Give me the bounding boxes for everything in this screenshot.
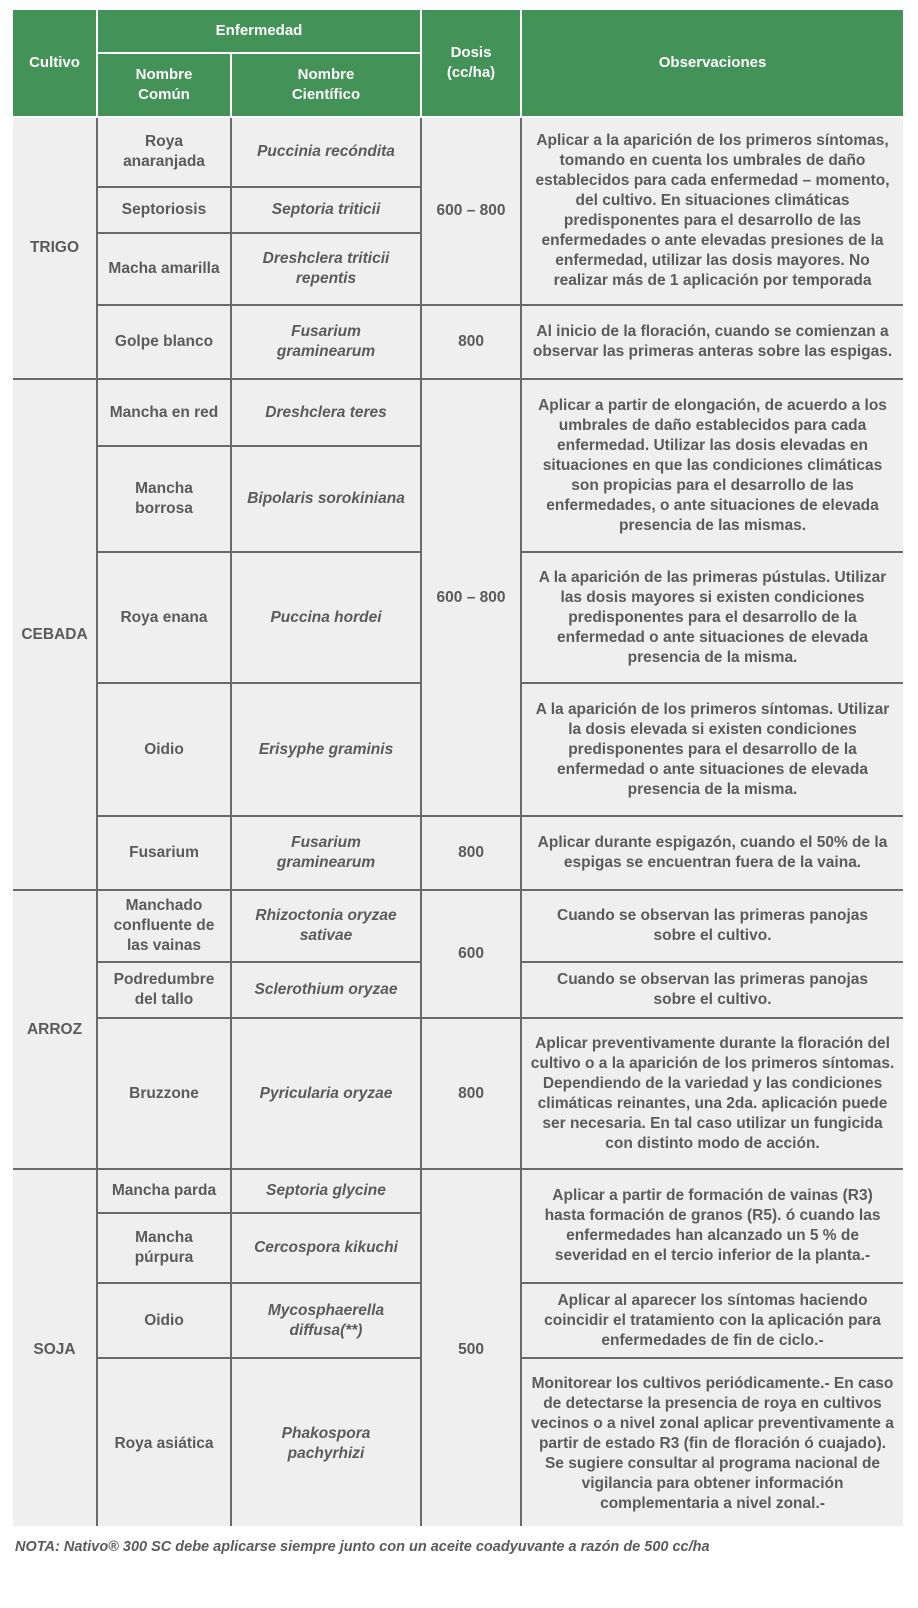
observation-cell: A la aparición de las primeras pústulas. Utilizar las dosis mayores si existen condiciones predisponentes para el desarrollo de la enfermedad o ante situaciones de elevada presencia de la misma. bbox=[521, 552, 903, 683]
scientific-name: Puccinia recóndita bbox=[231, 117, 421, 187]
common-name: Mancha en red bbox=[97, 379, 231, 446]
scientific-name: Rhizoctonia oryzae sativae bbox=[231, 890, 421, 962]
table-row bbox=[13, 816, 903, 890]
crop-soja: SOJA bbox=[13, 1169, 97, 1530]
footnote: NOTA: Nativo® 300 SC debe aplicarse siempre junto con un aceite coadyuvante a razón de 500 cc/ha bbox=[13, 1526, 905, 1568]
scientific-name: Septoria triticii bbox=[231, 187, 421, 233]
common-name: Oidio bbox=[97, 683, 231, 816]
common-name: Roya anaranjada bbox=[97, 117, 231, 187]
common-name: Roya enana bbox=[97, 552, 231, 683]
observation-cell: Aplicar preventivamente durante la floración del cultivo o a la aparición de los primeros síntomas. Dependiendo de la variedad y las condiciones climáticas reinantes, una 2da. aplicación puede ser necesaria. En tal caso utilizar un fungicida con distinto modo de acción. bbox=[521, 1018, 903, 1169]
common-name: Podredumbre del tallo bbox=[97, 962, 231, 1018]
observation-cell: Monitorear los cultivos periódicamente.- En caso de detectarse la presencia de roya en cultivos vecinos o a nivel zonal aplicar preventivamente a partir de estado R3 (fin de floración ó cuajado). Se sugiere consultar al programa nacional de vigilancia para obtener información complementaria a nivel zonal.- bbox=[521, 1358, 903, 1530]
table-row bbox=[13, 1169, 903, 1213]
observation-cell: Aplicar al aparecer los síntomas haciendo coincidir el tratamiento con la aplicación para enfermedades de fin de ciclo.- bbox=[521, 1283, 903, 1358]
table-body bbox=[13, 117, 903, 1530]
table-row bbox=[13, 117, 903, 187]
crop-cebada: CEBADA bbox=[13, 379, 97, 890]
common-name: Mancha púrpura bbox=[97, 1213, 231, 1283]
header-cultivo: Cultivo bbox=[13, 10, 97, 117]
scientific-name: Dreshclera triticii repentis bbox=[231, 233, 421, 305]
table-row bbox=[13, 305, 903, 379]
scientific-name: Dreshclera teres bbox=[231, 379, 421, 446]
scientific-name: Mycosphaerella diffusa(**) bbox=[231, 1283, 421, 1358]
common-name: Septoriosis bbox=[97, 187, 231, 233]
crop-arroz: ARROZ bbox=[13, 890, 97, 1169]
common-name: Oidio bbox=[97, 1283, 231, 1358]
scientific-name: Cercospora kikuchi bbox=[231, 1213, 421, 1283]
dose-cell: 600 – 800 bbox=[421, 117, 521, 305]
header-observaciones: Observaciones bbox=[521, 10, 903, 117]
dose-cell: 600 – 800 bbox=[421, 379, 521, 816]
common-name: Macha amarilla bbox=[97, 233, 231, 305]
table-row bbox=[13, 890, 903, 962]
scientific-name: Erisyphe graminis bbox=[231, 683, 421, 816]
scientific-name: Phakospora pachyrhizi bbox=[231, 1358, 421, 1530]
common-name: Golpe blanco bbox=[97, 305, 231, 379]
header-nombre-cientifico: Nombre Científico bbox=[231, 53, 421, 117]
observation-cell: Cuando se observan las primeras panojas sobre el cultivo. bbox=[521, 962, 903, 1018]
disease-dosage-table bbox=[13, 10, 903, 1531]
dose-cell: 600 bbox=[421, 890, 521, 1018]
scientific-name: Puccina hordei bbox=[231, 552, 421, 683]
observation-cell: A la aparición de los primeros síntomas. Utilizar la dosis elevada si existen condiciones predisponentes para el desarrollo de la enfermedad o ante situaciones de elevada presencia de la misma. bbox=[521, 683, 903, 816]
header-enfermedad: Enfermedad bbox=[97, 10, 421, 53]
table-header bbox=[13, 10, 903, 117]
observation-cell: Al inicio de la floración, cuando se comienzan a observar las primeras anteras sobre las espigas. bbox=[521, 305, 903, 379]
table-row bbox=[13, 379, 903, 446]
scientific-name: Septoria glycine bbox=[231, 1169, 421, 1213]
dose-cell: 800 bbox=[421, 816, 521, 890]
dose-cell: 500 bbox=[421, 1169, 521, 1530]
scientific-name: Fusarium graminearum bbox=[231, 816, 421, 890]
observation-cell: Aplicar durante espigazón, cuando el 50% de la espigas se encuentran fuera de la vaina. bbox=[521, 816, 903, 890]
scientific-name: Pyricularia oryzae bbox=[231, 1018, 421, 1169]
common-name: Bruzzone bbox=[97, 1018, 231, 1169]
common-name: Manchado confluente de las vainas bbox=[97, 890, 231, 962]
scientific-name: Bipolaris sorokiniana bbox=[231, 446, 421, 552]
table-row bbox=[13, 1018, 903, 1169]
observation-cell: Aplicar a partir de formación de vainas (R3) hasta formación de granos (R5). ó cuando las enfermedades han alcanzado un 5 % de severidad en el tercio inferior de la planta.- bbox=[521, 1169, 903, 1283]
common-name: Mancha borrosa bbox=[97, 446, 231, 552]
observation-cell: Cuando se observan las primeras panojas sobre el cultivo. bbox=[521, 890, 903, 962]
header-dosis: Dosis (cc/ha) bbox=[421, 10, 521, 117]
observation-cell: Aplicar a partir de elongación, de acuerdo a los umbrales de daño establecidos para cada enfermedad. Utilizar las dosis elevadas en situaciones en que las condiciones climáticas son propicias para el desarrollo de las enfermedades, o ante situaciones de elevada presencia de las mismas. bbox=[521, 379, 903, 552]
dose-cell: 800 bbox=[421, 305, 521, 379]
scientific-name: Fusarium graminearum bbox=[231, 305, 421, 379]
common-name: Fusarium bbox=[97, 816, 231, 890]
header-nombre-comun: Nombre Común bbox=[97, 53, 231, 117]
observation-cell: Aplicar a la aparición de los primeros síntomas, tomando en cuenta los umbrales de daño establecidos para cada enfermedad – momento, del cultivo. En situaciones climáticas predisponentes para el desarrollo de las enfermedades o ante elevadas presiones de la enfermedad, utilizar las dosis mayores. No realizar más de 1 aplicación por temporada bbox=[521, 117, 903, 305]
dose-cell: 800 bbox=[421, 1018, 521, 1169]
common-name: Roya asiática bbox=[97, 1358, 231, 1530]
common-name: Mancha parda bbox=[97, 1169, 231, 1213]
scientific-name: Sclerothium oryzae bbox=[231, 962, 421, 1018]
crop-trigo: TRIGO bbox=[13, 117, 97, 379]
